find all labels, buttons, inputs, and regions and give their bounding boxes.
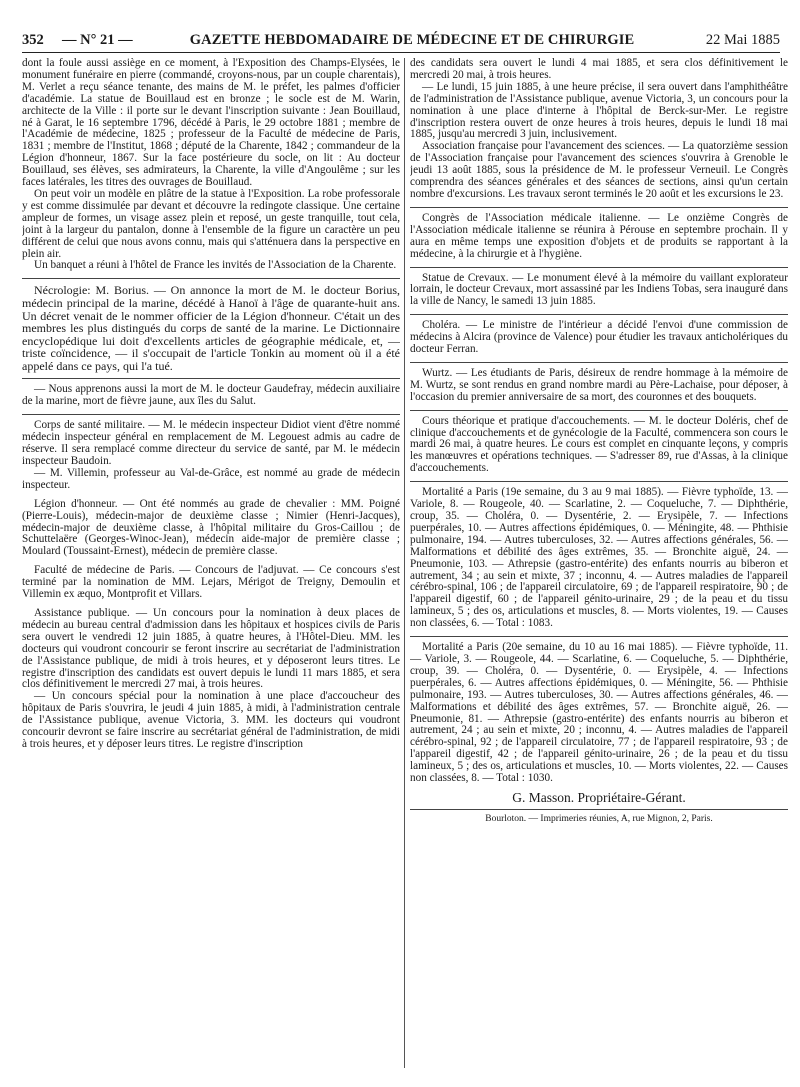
obstetrics-course: Cours théorique et pratique d'accouchements. — M. le docteur Doléris, chef de clinique d'accouchements et de gynécologie de la Faculté, commencera son cours le mardi 26 mai, à quatre heures. Le cours est complet en cinquante leçons, y compris les manœuvres et opérations techniques. — S'adresser 89, rue d'Assas, à la clinique d'accouchements.	[410, 414, 788, 475]
section-divider	[410, 636, 788, 637]
mortality-week-19: Mortalité a Paris (19e semaine, du 3 au 9 mai 1885). — Fièvre typhoïde, 13. — Variole, 8. — Rougeole, 40. — Scarlatine, 2. — Coqueluche, 7. — Diphthérie, croup, 35. — Choléra, 0. — Dysentérie, 2. — Erysipèle, 7. — Infections puerpérales, 10. — Autres affections épidémiques, 0. — Méningite, 48. — Phthisie pulmonaire, 194. — Autres tuberculoses, 32. — Autres affections générales, 56. — Malformations et débilité des âges extrêmes, 35. — Bronchite aiguë, 24. — Pneumonie, 103. — Athrepsie (gastro-entérite) des enfants nourris au biberon et autrement, 34 ; au sein et mixte, 37 ; inconnu, 4. — Autres maladies de l'appareil cérébro-spinal, 106 ; de l'appareil circulatoire, 69 ; de l'appareil respiratoire, 90 ; de l'appareil digestif, 60 ; de l'appareil génito-urinaire, 29 ; de la peau et du tissu lamineux, 5 ; des os, articulations et muscles, 8. — Morts violentes, 19. — Causes non classées, 6. — Total : 1083.	[410, 486, 788, 630]
section-divider	[410, 410, 788, 411]
section-divider	[22, 378, 400, 379]
section-divider	[410, 207, 788, 208]
page-header	[22, 28, 780, 53]
wurtz-tribute: Wurtz. — Les étudiants de Paris, désireux de rendre hommage à la mémoire de M. Wurtz, se sont rendus en grand nombre mardi au Père-Lachaise, pour déposer, à l'occasion du premier anniversaire de sa mort, des couronnes et des bouquets.	[410, 366, 788, 403]
section-divider	[410, 314, 788, 315]
right-column	[410, 58, 788, 826]
french-association-sciences: Association française pour l'avancement des sciences. — La quatorzième session de l'Association française pour l'avancement des sciences s'ouvrira à Grenoble le jeudi 13 août 1885, sous la présidence de M. le professeur Verneuil. Le Congrès comprendra des séances générales et des séances de sections, ainsi qu'un certain nombre d'excursions. Les travaux seront terminés le 20 août et les excursions le 23.	[410, 140, 788, 200]
villemin-notice: — M. Villemin, professeur au Val-de-Grâce, est nommé au grade de médecin inspecteur.	[22, 466, 400, 491]
legion-honour: Légion d'honneur. — Ont été nommés au grade de chevalier : MM. Poigné (Pierre-Louis), médecin-major de deuxième classe ; Nimier (Henri-Jacques), médecin-major de deuxième classe, à l'hôpital militaire du Gros-Caillou ; de Schuttelaëre (Georges-Winoc-Jean), médecin aide-major de première classe ; Moulard (Toussaint-Ernest), médecin de première classe.	[22, 497, 400, 558]
publisher-signature: G. Masson. Propriétaire-Gérant.	[512, 789, 686, 805]
section-divider	[410, 267, 788, 268]
section-divider	[22, 414, 400, 415]
issue-number: — N° 21 —	[62, 31, 133, 48]
crevaux-statue: Statue de Crevaux. — Le monument élevé à la mémoire du vaillant explorateur lorrain, le docteur Crevaux, mort assassiné par les Indiens Tobas, sera inauguré dans la ville de Nancy, le samedi 13 juin 1885.	[410, 271, 788, 308]
section-divider	[410, 362, 788, 363]
obstetrician-competition: — Un concours spécial pour la nomination à une place d'accoucheur des hôpitaux de Paris s'ouvrira, le jeudi 4 juin 1885, à midi, à l'administration centrale de l'Assistance publique, avenue Victoria, 3. MM. les docteurs qui voudront concourir devront se faire inscrire au secrétariat général de l'administration, de midi à trois heures, et y déposer leurs titres. Le registre d'inscription	[22, 690, 400, 750]
necrology-borius: Nécrologie: M. Borius. — On annonce la mort de M. le docteur Borius, médecin principal de la marine, décédé à Hanoï à l'âge de quarante-huit ans. Un décret venait de le nommer officier de la Légion d'honneur. C'était un des membres les plus distingués du corps de santé de la marine. Le Dictionnaire encyclopédique lui doit d'excellents articles de géographie médicale, et, — triste coïncidence, — il s'occupait de l'article Tonkin au moment où il a été appelé dans ce pays, qui l'a tué.	[22, 283, 400, 373]
columns	[22, 58, 788, 1078]
military-health-corps: Corps de santé militaire. — M. le médecin inspecteur Didiot vient d'être nommé médecin inspecteur général en remplacement de M. Legouest admis au cadre de réserve. Il sera remplacé comme directeur du service de santé, par M. le médecin inspecteur Baudoin.	[22, 419, 400, 467]
faculty-medicine-paris: Faculté de médecine de Paris. — Concours de l'adjuvat. — Ce concours s'est terminé par la nomination de MM. Lejars, Mérigot de Treigny, Demoulin et Villemin ex æquo, Montprofit et Villars.	[22, 564, 400, 601]
italian-medical-congress: Congrès de l'Association médicale italienne. — Le onzième Congrès de l'Association médicale italienne se réunira à Pérouse en septembre prochain. Il y aura en même temps une exposition d'objets et de produits se rapportant à la médecine, à la chirurgie et à l'hygiène.	[410, 211, 788, 260]
section-divider	[22, 278, 400, 279]
cholera-notice: Choléra. — Le ministre de l'intérieur a décidé l'envoi d'une commission de médecins à Alcira (province de Valence) pour étudier les travaux anticholériques du docteur Ferran.	[410, 319, 788, 356]
issue-date: 22 Mai 1885	[705, 31, 780, 48]
necrology-gaudefray: — Nous apprenons aussi la mort de M. le docteur Gaudefray, médecin auxiliaire de la marine, mort de fièvre jaune, aux îles du Salut.	[22, 383, 400, 408]
bouillaud-model-text: On peut voir un modèle en plâtre de la statue à l'Exposition. La robe professorale y est comme dissimulée par devant et découvre la redingote classique. Une certaine ampleur de formes, un visage assez plein et reposé, un geste tranquille, tout cela, joint à la largeur du pantalon, donne à l'ensemble de la figure un caractère un peu différent de celui que nous avons connu, mais qui s'atténuera dans la perspective en plein air.	[22, 187, 400, 260]
newspaper-page	[22, 28, 788, 1078]
banquet-text: Un banquet a réuni à l'hôtel de France les invités de l'Association de la Charente.	[34, 259, 397, 272]
berck-intern-competition: — Le lundi, 15 juin 1885, à une heure précise, il sera ouvert dans l'amphithéâtre de l'administration de l'Assistance publique, avenue Victoria, 3, un concours pour la nomination à une place d'interne à l'hôpital de Berck-sur-Mer. Le registre d'inscription restera ouvert de onze heures à trois heures, depuis le lundi 18 mai 1885, jusqu'au mercredi 3 juin, inclusivement.	[410, 80, 788, 141]
printer-imprint: Bourloton. — Imprimeries réunies, A, rue Mignon, 2, Paris.	[410, 809, 788, 826]
mortality-week-20: Mortalité a Paris (20e semaine, du 10 au 16 mai 1885). — Fièvre typhoïde, 11. — Variole, 3. — Rougeole, 44. — Scarlatine, 6. — Coqueluche, 5. — Diphthérie, croup, 39. — Choléra, 0. — Dysentérie, 0. — Erysipèle, 4. — Infections puerpérales, 6. — Autres affections épidémiques, 0. — Méningite, 56. — Phthisie pulmonaire, 193. — Autres tuberculoses, 30. — Autres affections générales, 46. — Malformations et débilité des âges extrêmes, 57. — Bronchite aiguë, 26. — Pneumonie, 81. — Athrepsie (gastro-entérite) des enfants nourris au biberon et autrement, 24 ; au sein et mixte, 20 ; inconnu, 4. — Autres maladies de l'appareil cérébro-spinal, 92 ; de l'appareil circulatoire, 77 ; de l'appareil respiratoire, 93 ; de l'appareil digestif, 42 ; de l'appareil génito-urinaire, 26 ; de la peau et du tissu lamineux, 5 ; des os, articulations et muscles, 10. — Morts violentes, 22. — Causes non classées, 8. — Total : 1030.	[410, 641, 788, 785]
journal-title: GAZETTE HEBDOMADAIRE DE MÉDECINE ET DE CHIRURGIE	[189, 31, 635, 48]
section-divider	[410, 481, 788, 482]
column-divider	[404, 58, 405, 1068]
page-number: 352	[22, 31, 44, 48]
public-assistance: Assistance publique. — Un concours pour la nomination à deux places de médecin au bureau central d'admission dans les hôpitaux et hospices civils de Paris sera ouvert le vendredi 12 juin 1885, à quatre heures, à l'Hôtel-Dieu. MM. les docteurs qui voudront concourir se feront inscrire au secrétariat de l'administration de l'Assistance publique, de midi à trois heures, et y déposeront leurs titres. Le registre d'inscription des candidats est ouvert depuis le lundi 11 mars 1885, et sera clos définitivement le mercredi 27 mai, à trois heures.	[22, 606, 400, 691]
left-column	[22, 58, 400, 751]
registration-continuation: des candidats sera ouvert le lundi 4 mai 1885, et sera clos définitivement le mercredi 20 mai, à trois heures.	[410, 58, 788, 81]
bouillaud-statue-text: dont la foule aussi assiège en ce moment, à l'Exposition des Champs-Elysées, le monument funéraire en pierre (commandé, croyons-nous, par un couple charentais), M. Verlet a reçu séance tenante, des mains de M. le préfet, les palmes d'officier d'académie. La statue de Bouillaud est en bronze ; le socle est de M. Warin, architecte de la Ville : il porte sur le devant l'inscription suivante : Jean Bouillaud, né à Garat, le 16 septembre 1796, décédé à Paris, le 29 octobre 1881 ; membre de l'Académie de médecine, 1825 ; professeur de la Faculté de médecine de Paris, 1831 ; membre de l'Institut, 1868 ; député de la Charente, 1842 ; commandeur de la Légion d'honneur, 1867. Sur la face postérieure du socle, on lit : Au docteur Bouillaud, ses élèves, ses admirateurs, la Charente, la ville d'Angoulême ; sur les faces latérales, les titres des ouvrages de Bouillaud.	[22, 58, 400, 189]
